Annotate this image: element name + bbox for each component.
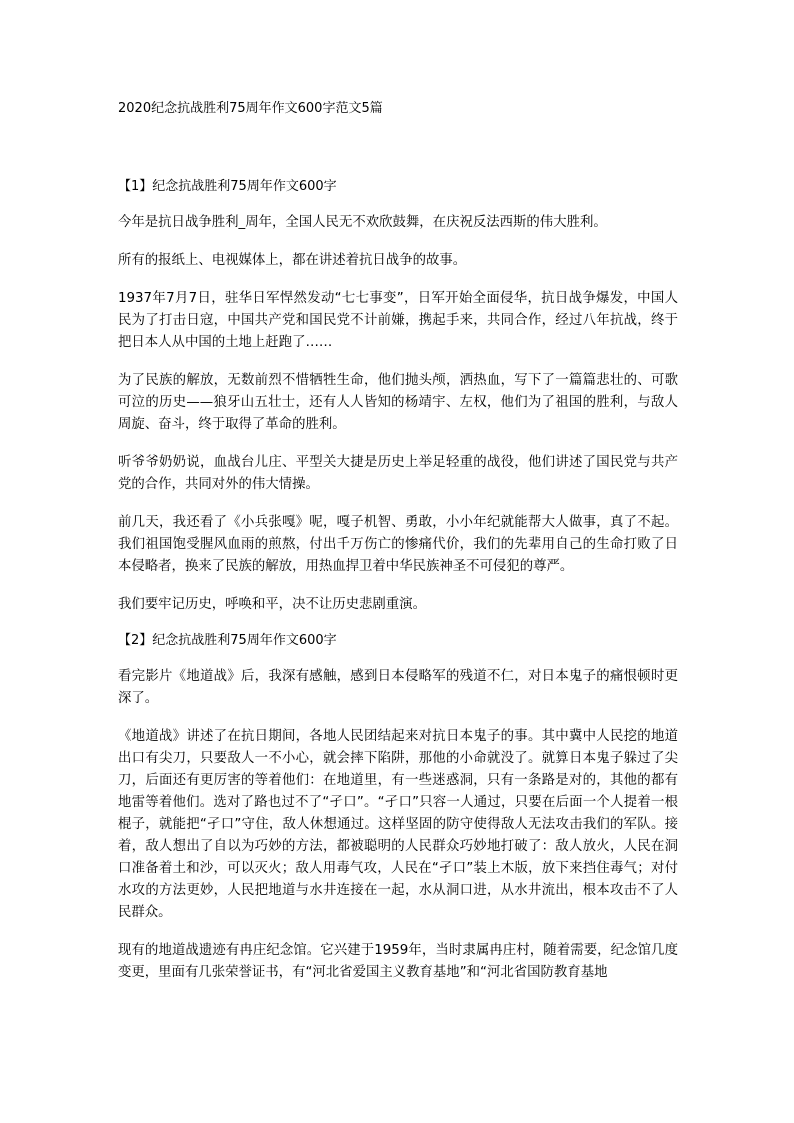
section-1-paragraph: 听爷爷奶奶说，血战台儿庄、平型关大捷是历史上举足轻重的战役，他们讲述了国民党与共产党的合作，共同对外的伟大情操。: [118, 455, 678, 492]
section-1-paragraph: 为了民族的解放，无数前烈不惜牺牲生命，他们抛头颅，洒热血，写下了一篇篇悲壮的、可歌可泣的历史——狼牙山五壮士，还有人人皆知的杨靖宇、左权，他们为了祖国的胜利，与敌人周旋、奋斗，终于取得了革命的胜利。: [118, 373, 678, 432]
section-2-paragraph: 《地道战》讲述了在抗日期间，各地人民团结起来对抗日本鬼子的事。其中冀中人民挖的地道出口有尖刀，只要敌人一不小心，就会摔下陷阱，那他的小命就没了。就算日本鬼子躲过了尖刀，后面还有更厉害的等着他们：在地道里，有一些迷惑洞，只有一条路是对的，其他的都有地雷等着他们。选对了路也过不了“孑口”。“孑口”只容一人通过，只要在后面一个人提着一根棍子，就能把“孑口”守住，敌人休想通过。这样坚固的防守使得敌人无法攻击我们的军队。接着，敌人想出了自以为巧妙的方法，都被聪明的人民群众巧妙地打破了：敌人放火，人民在洞口准备着土和沙，可以灭火；敌人用毒气攻，人民在“孑口”装上木版，放下来挡住毒气；对付水攻的方法更妙，人民把地道与水井连接在一起，水从洞口进，从水井流出，根本攻击不了人民群众。: [118, 729, 678, 920]
section-1-paragraph: 今年是抗日战争胜利_周年，全国人民无不欢欣鼓舞，在庆祝反法西斯的伟大胜利。: [118, 215, 607, 230]
section-1-heading: 【1】纪念抗战胜利75周年作文600字: [118, 179, 337, 194]
section-2-heading: 【2】纪念抗战胜利75周年作文600字: [118, 633, 337, 648]
section-2-paragraph: 现有的地道战遗迹有冉庄纪念馆。它兴建于1959年，当时隶属冉庄村，随着需要，纪念馆几度变更，里面有几张荣誉证书，有“河北省爱国主义教育基地”和“河北省国防教育基地: [118, 943, 678, 980]
document-title: 2020纪念抗战胜利75周年作文600字范文5篇: [118, 101, 383, 116]
section-2-paragraph: 看完影片《地道战》后，我深有感触，感到日本侵略军的残道不仁，对日本鬼子的痛恨顿时更深了。: [118, 669, 678, 706]
document-body: [118, 178, 678, 1000]
section-1-paragraph: 所有的报纸上、电视媒体上，都在讲述着抗日战争的故事。: [118, 253, 467, 268]
section-1-paragraph: 我们要牢记历史，呼唤和平，决不让历史悲剧重演。: [118, 597, 426, 612]
section-1-paragraph: 前几天，我还看了《小兵张嘎》呢，嘎子机智、勇敢，小小年纪就能帮大人做事，真了不起。我们祖国饱受腥风血雨的煎熬，付出千万伤亡的惨痛代价，我们的先辈用自己的生命打败了日本侵略者，换来了民族的解放，用热血捍卫着中华民族神圣不可侵犯的尊严。: [118, 515, 678, 574]
section-1-paragraph: 1937年7月7日，驻华日军悍然发动“七七事变”，日军开始全面侵华，抗日战争爆发，中国人民为了打击日寇，中国共产党和国民党不计前嫌，携起手来，共同合作，经过八年抗战，终于把日本人从中国的土地上赶跑了……: [118, 291, 678, 350]
